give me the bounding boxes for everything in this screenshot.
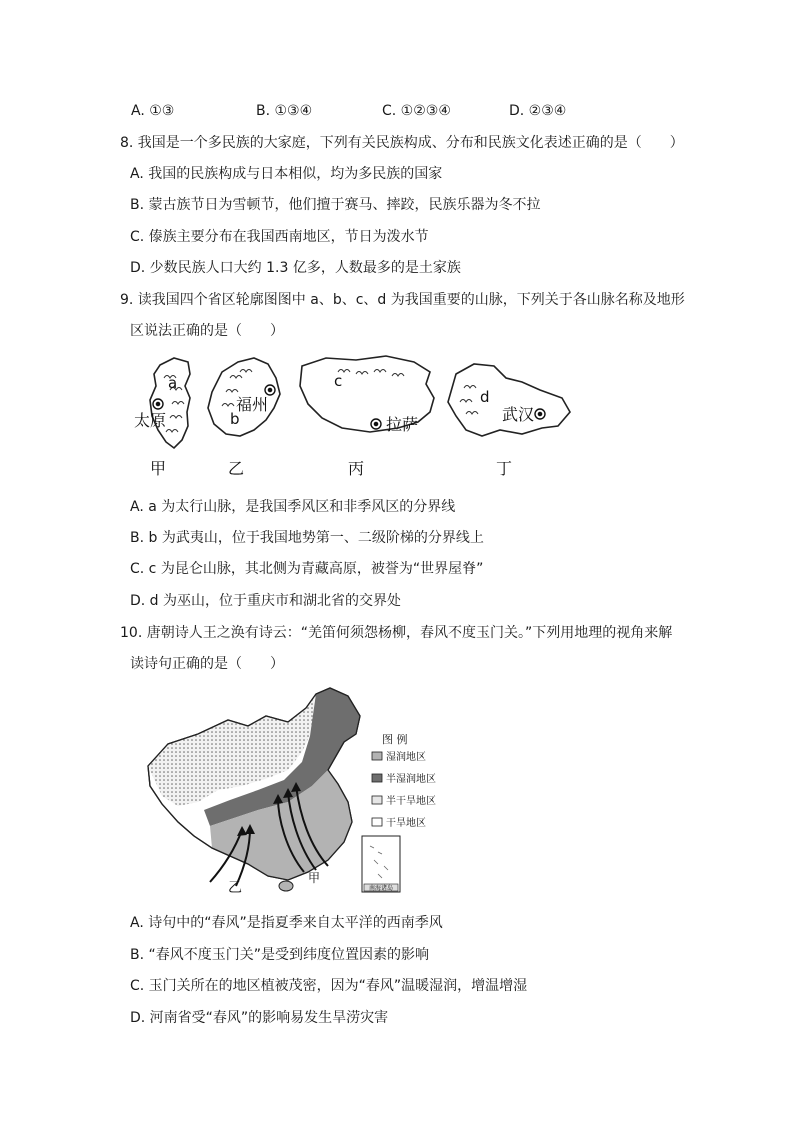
- q8-stem: 8. 我国是一个多民族的大家庭，下列有关民族构成、分布和民族文化表述正确的是（ ）: [120, 135, 684, 151]
- label-lasa: 拉萨: [386, 415, 419, 434]
- legend-arid: 干旱地区: [386, 818, 426, 829]
- q7-option-b: B. ①③④: [256, 103, 313, 119]
- q9-option-c: C. c 为昆仑山脉，其北侧为青藏高原，被誉为“世界屋脊”: [130, 561, 484, 577]
- caption-ding: 丁: [496, 459, 513, 478]
- legend-swatch-semi-arid: [372, 796, 382, 804]
- label-wuhan: 武汉: [502, 405, 535, 424]
- q8-option-a: A. 我国的民族构成与日本相似，均为多民族的国家: [130, 166, 443, 182]
- q8-option-c: C. 傣族主要分布在我国西南地区，节日为泼水节: [130, 229, 429, 245]
- q9-option-b: B. b 为武夷山，位于我国地势第一、二级阶梯的分界线上: [130, 530, 484, 546]
- province-outline-map: [130, 350, 575, 480]
- legend-semi-humid: 半湿润地区: [386, 774, 436, 785]
- q9-option-d: D. d 为巫山，位于重庆市和湖北省的交界处: [130, 593, 402, 609]
- q10-option-b: B. “春风不度玉门关”是受到纬度位置因素的影响: [130, 947, 430, 963]
- label-taiyuan: 太原: [134, 411, 167, 430]
- inset-label: 南海诸岛: [368, 885, 394, 892]
- map-label-yi: 乙: [228, 880, 242, 896]
- q7-option-a: A. ①③: [131, 103, 175, 119]
- q9-option-a: A. a 为太行山脉，是我国季风区和非季风区的分界线: [130, 499, 456, 515]
- q10-option-a: A. 诗句中的“春风”是指夏季来自太平洋的西南季风: [130, 915, 443, 931]
- q10-option-c: C. 玉门关所在的地区植被茂密，因为“春风”温暖湿润，增温增湿: [130, 978, 528, 994]
- label-c: c: [334, 372, 343, 390]
- q10-stem-line1: 10. 唐朝诗人王之涣有诗云：“羌笛何须怨杨柳，春风不度玉门关。”下列用地理的视角来解: [120, 625, 673, 641]
- label-a: a: [168, 374, 178, 392]
- q10-option-d: D. 河南省受“春风”的影响易发生旱涝灾害: [130, 1010, 389, 1026]
- q10-stem-line2: 读诗句正确的是（ ）: [130, 656, 284, 672]
- legend-title: 图 例: [382, 733, 408, 746]
- q9-stem-line2: 区说法正确的是（ ）: [130, 323, 284, 339]
- legend-semi-arid: 半干旱地区: [386, 796, 436, 807]
- legend-humid: 湿润地区: [386, 752, 426, 763]
- q7-option-c: C. ①②③④: [382, 103, 451, 119]
- q8-option-b: B. 蒙古族节日为雪顿节，他们擅于赛马、摔跤，民族乐器为冬不拉: [130, 197, 541, 213]
- label-fuzhou: 福州: [236, 395, 269, 414]
- legend-swatch-semi-humid: [372, 774, 382, 782]
- caption-bing: 丙: [348, 459, 365, 478]
- caption-yi: 乙: [228, 459, 245, 478]
- label-d: d: [480, 388, 490, 406]
- q7-option-d: D. ②③④: [509, 103, 567, 119]
- map-label-jia: 甲: [308, 871, 321, 885]
- china-dry-wet-map: [138, 686, 438, 896]
- q8-option-d: D. 少数民族人口大约 1.3 亿多，人数最多的是土家族: [130, 260, 461, 276]
- legend-swatch-humid: [372, 752, 382, 760]
- label-b: b: [230, 410, 240, 428]
- q9-stem-line1: 9. 读我国四个省区轮廓图图中 a、b、c、d 为我国重要的山脉，下列关于各山脉名称及地形: [120, 292, 685, 308]
- caption-jia: 甲: [150, 459, 167, 478]
- legend-swatch-arid: [372, 818, 382, 826]
